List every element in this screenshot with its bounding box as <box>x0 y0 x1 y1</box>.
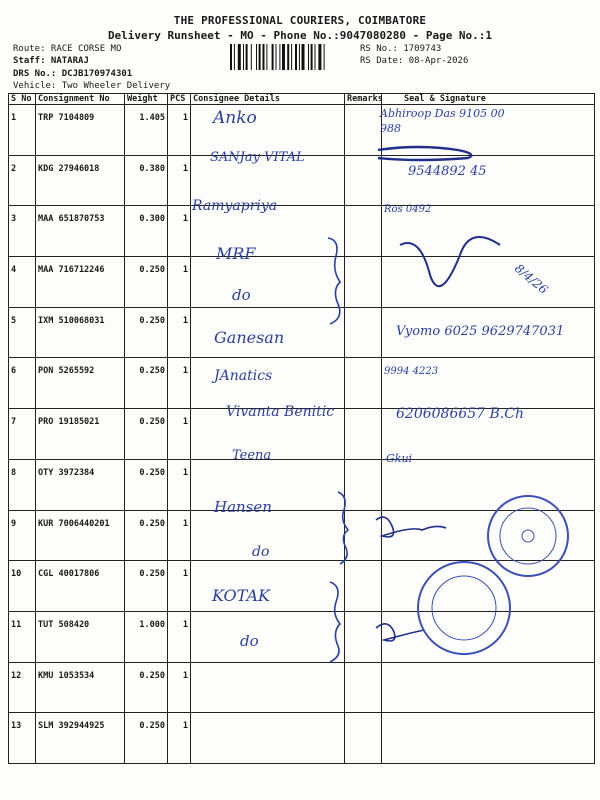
hand-signature: 8/4/26 <box>512 261 551 297</box>
hand-name: do <box>232 286 251 304</box>
cell-consignment: CGL 40017806 <box>36 561 125 612</box>
cell-consignment: KDG 27946018 <box>36 155 125 206</box>
cell-pcs: 1 <box>168 206 191 257</box>
rs-date: RS Date: 08-Apr-2026 <box>360 56 469 66</box>
brace-icon <box>338 492 348 564</box>
cell-consignment: TRP 7104809 <box>36 105 125 156</box>
cell-pcs: 1 <box>168 257 191 308</box>
cell-weight: 0.380 <box>125 155 168 206</box>
cell-weight: 1.405 <box>125 105 168 156</box>
cell-weight: 0.250 <box>125 662 168 713</box>
cell-sno: 5 <box>9 307 36 358</box>
hand-name: Ganesan <box>214 328 285 347</box>
cell-pcs: 1 <box>168 611 191 662</box>
cell-weight: 0.250 <box>125 459 168 510</box>
rs-number: RS No.: 1709743 <box>360 44 442 54</box>
hand-name: do <box>252 544 270 560</box>
cell-sno: 13 <box>9 713 36 764</box>
cell-consignment: IXM 510068031 <box>36 307 125 358</box>
cell-consignment: MAA 716712246 <box>36 257 125 308</box>
cell-consignment: PRO 19185021 <box>36 409 125 460</box>
cell-weight: 0.250 <box>125 561 168 612</box>
cell-pcs: 1 <box>168 459 191 510</box>
cell-weight: 0.300 <box>125 206 168 257</box>
vehicle-text: Vehicle: Two Wheeler Delivery <box>13 81 171 91</box>
cell-sno: 3 <box>9 206 36 257</box>
cell-pcs: 1 <box>168 358 191 409</box>
cell-consignment: KMU 1053534 <box>36 662 125 713</box>
col-consignment: Consignment No <box>36 94 125 105</box>
cell-pcs: 1 <box>168 713 191 764</box>
cell-weight: 0.250 <box>125 307 168 358</box>
brace-icon <box>328 238 340 324</box>
cell-weight: 0.250 <box>125 409 168 460</box>
cell-weight: 0.250 <box>125 257 168 308</box>
hand-name: Anko <box>213 108 257 128</box>
cell-sno: 4 <box>9 257 36 308</box>
cell-pcs: 1 <box>168 662 191 713</box>
cell-sno: 9 <box>9 510 36 561</box>
hand-name: do <box>240 632 259 650</box>
col-pcs: PCS <box>168 94 191 105</box>
cell-sno: 2 <box>9 155 36 206</box>
brace-icon <box>330 582 340 662</box>
hand-name: Teena <box>232 448 272 463</box>
cell-sno: 10 <box>9 561 36 612</box>
cell-consignment: MAA 651870753 <box>36 206 125 257</box>
hand-name: MRF <box>216 244 256 263</box>
cell-pcs: 1 <box>168 307 191 358</box>
hand-signature: 9994 4223 <box>384 366 439 377</box>
hand-signature: 9544892 45 <box>408 164 487 179</box>
cell-sno: 8 <box>9 459 36 510</box>
cell-pcs: 1 <box>168 155 191 206</box>
cell-pcs: 1 <box>168 409 191 460</box>
col-consignee: Consignee Details <box>191 94 345 105</box>
hand-name: Hansen <box>214 498 272 516</box>
hand-name: Ramyapriya <box>192 198 278 214</box>
cell-sno: 6 <box>9 358 36 409</box>
cell-consignment: TUT 508420 <box>36 611 125 662</box>
runsheet-subtitle: Delivery Runsheet - MO - Phone No.:9047080280 - Page No.:1 <box>107 29 493 42</box>
hand-name: Vivanta Benitic <box>226 404 335 420</box>
cell-consignment: KUR 7006440201 <box>36 510 125 561</box>
cell-weight: 1.000 <box>125 611 168 662</box>
hand-name: JAnatics <box>214 368 273 384</box>
cell-consignment: SLM 392944925 <box>36 713 125 764</box>
cell-weight: 0.250 <box>125 510 168 561</box>
col-seal: Seal & Signature <box>382 94 595 105</box>
hand-name: SANJay VITAL <box>210 150 305 165</box>
hand-signature: Abhiroop Das 9105 00 988 <box>380 107 505 135</box>
cell-consignment: OTY 3972384 <box>36 459 125 510</box>
cell-pcs: 1 <box>168 105 191 156</box>
hand-signature: Vyomo 6025 9629747031 <box>396 324 565 339</box>
cell-sno: 11 <box>9 611 36 662</box>
cell-consignment: PON 5265592 <box>36 358 125 409</box>
cell-sno: 12 <box>9 662 36 713</box>
cell-weight: 0.250 <box>125 358 168 409</box>
cell-pcs: 1 <box>168 561 191 612</box>
col-weight: Weight <box>125 94 168 105</box>
signature-scribble-icon <box>378 147 471 160</box>
signature-scribble-icon <box>376 517 446 537</box>
hand-name: KOTAK <box>212 586 270 605</box>
col-remarks: Remarks <box>345 94 382 105</box>
cell-weight: 0.250 <box>125 713 168 764</box>
cell-sno: 7 <box>9 409 36 460</box>
cell-sno: 1 <box>9 105 36 156</box>
hand-signature: Gkui <box>386 452 413 465</box>
courier-seal-icon <box>416 560 512 656</box>
col-sno: S No <box>9 94 36 105</box>
drs-number: DRS No.: DCJB170974301 <box>13 69 133 79</box>
cell-pcs: 1 <box>168 510 191 561</box>
hand-signature: 6206086657 B.Ch <box>396 406 524 422</box>
staff-text: Staff: NATARAJ <box>13 56 89 66</box>
route-text: Route: RACE CORSE MO <box>13 44 122 54</box>
hand-signature: Ros 0492 <box>384 204 432 215</box>
signature-scribble-icon <box>400 237 500 286</box>
company-title: THE PROFESSIONAL COURIERS, COIMBATORE <box>173 14 427 27</box>
